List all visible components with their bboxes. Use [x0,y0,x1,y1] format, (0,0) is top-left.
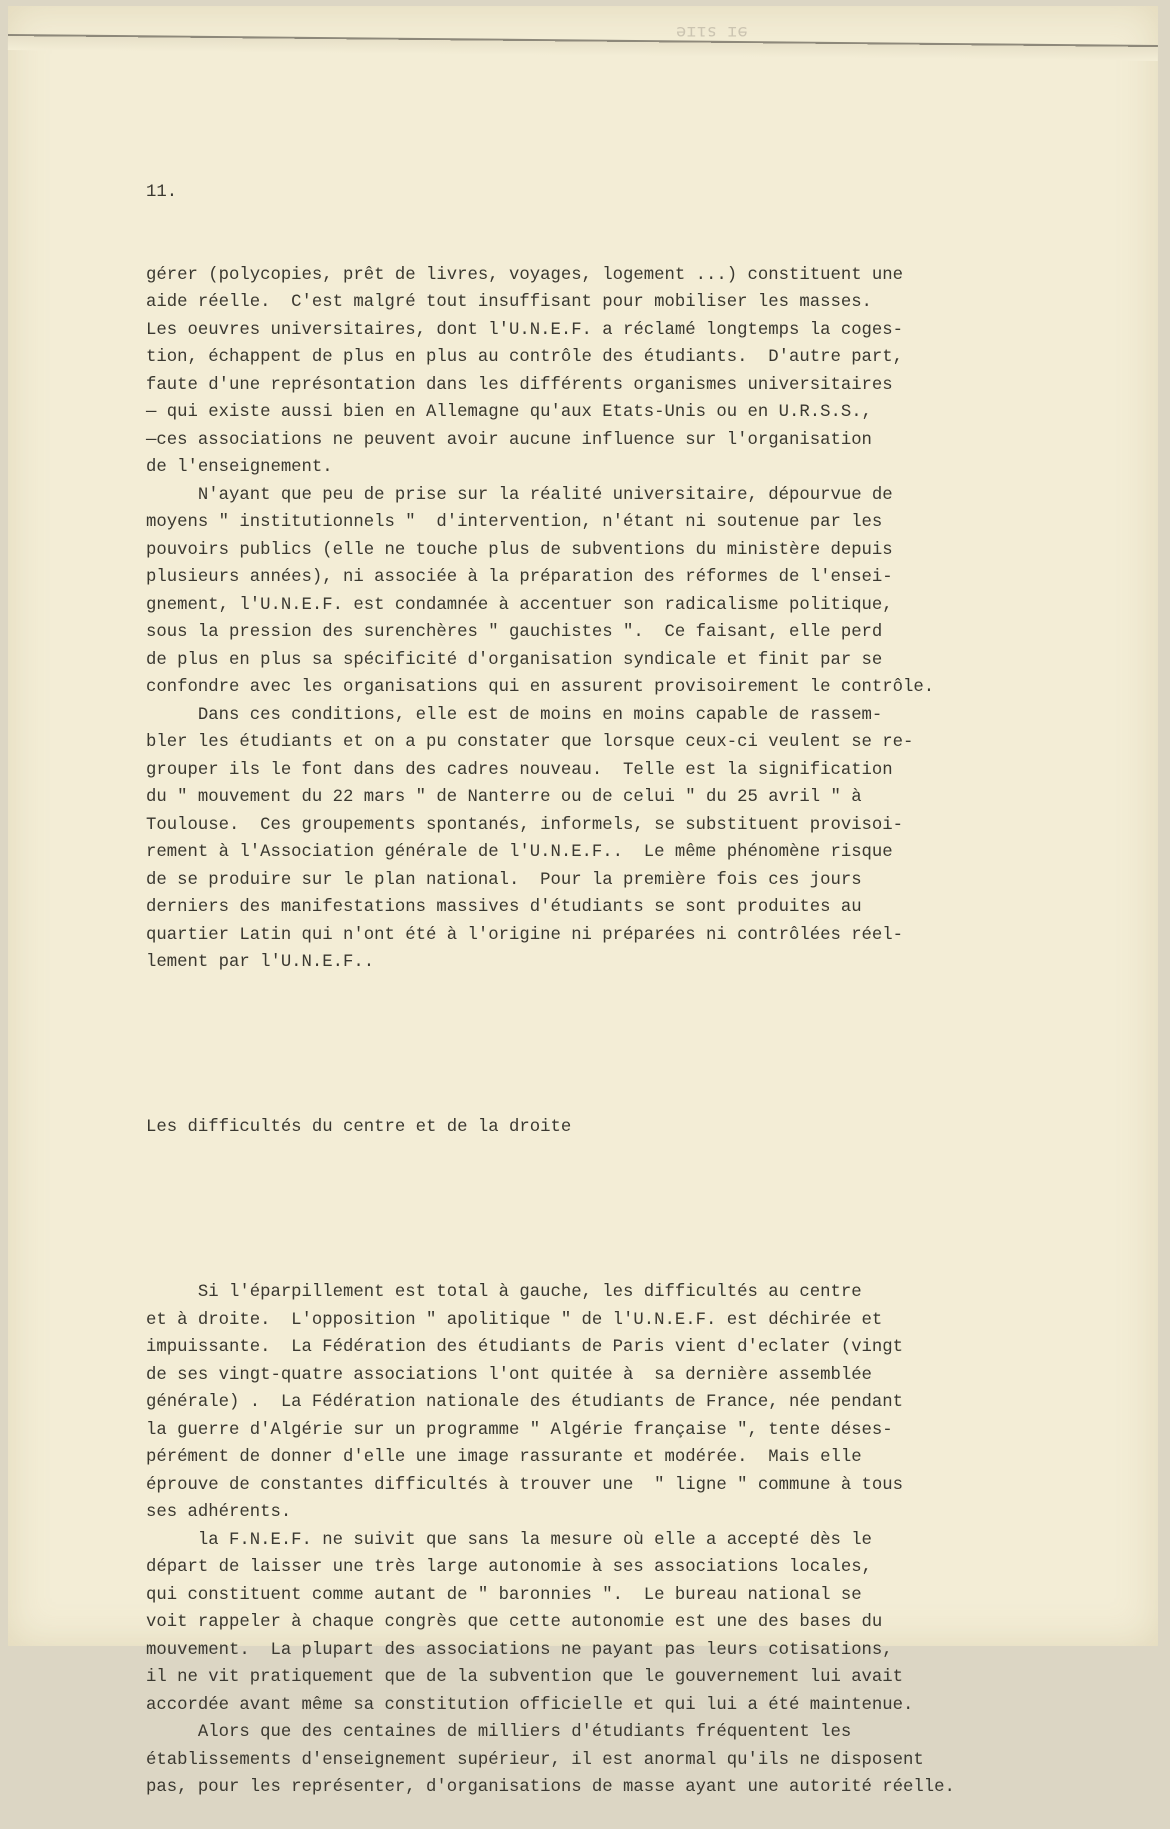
text-line: grouper ils le font dans des cadres nouveau. Telle est la signification [146,760,893,780]
text-line: la guerre d'Algérie sur un programme " Algérie française ", tente déses- [146,1420,893,1440]
text-line: accordée avant même sa constitution officielle et qui lui a été maintenue. [146,1695,914,1715]
text-line: qui constituent comme autant de " baronnies ". Le bureau national se [146,1585,862,1605]
bleed-through-text: ɘɪ sıɪe [676,22,748,42]
text-line: de plus en plus sa spécificité d'organisation syndicale et finit par se [146,650,883,670]
section-heading: Les difficultés du centre et de la droite [146,1118,572,1137]
typed-text [146,124,1026,1829]
text-line: il ne vit pratiquement que de la subvention que le gouvernement lui avait [146,1668,904,1687]
text-line: pouvoirs publics (elle ne touche plus de subventions du ministère depuis [146,540,893,560]
section-2 [146,1279,1026,1802]
text-line: départ de laisser une très large autonomie à ses associations locales, [146,1558,872,1577]
text-line: confondre avec les organisations qui en assurent provisoirement le contrôle. [146,678,935,697]
text-line: ses adhérents. [146,1503,292,1522]
text-line: gérer (polycopies, prêt de livres, voyages, logement ...) constituent une [146,265,904,285]
text-line: faute d'une représontation dans les différents organismes universitaires [146,375,893,395]
text-line: aide réelle. C'est malgré tout insuffisant pour mobiliser les masses. [146,293,872,312]
text-line: Les oeuvres universitaires, dont l'U.N.E.F. a réclamé longtemps la coges- [146,320,904,340]
text-line: Toulouse. Ces groupements spontanés, informels, se substituent provisoi- [146,815,904,835]
text-line: derniers des manifestations massives d'étudiants se sont produites au [146,898,862,917]
text-line: impuissante. La Fédération des étudiants de Paris vient d'eclater (vingt [146,1338,904,1357]
text-line: —ces associations ne peuvent avoir aucune influence sur l'organisation [146,430,872,450]
text-line: et à droite. L'opposition " apolitique " de l'U.N.E.F. est déchirée et [146,1310,883,1330]
page-number: 11. [146,183,178,202]
section-1 [146,262,1026,977]
text-line: quartier Latin qui n'ont été à l'origine ni préparées ni contrôlées réel- [146,925,904,945]
text-line: moyens " institutionnels " d'intervention, n'étant ni soutenue par les [146,513,883,532]
text-line: éprouve de constantes difficultés à trouver une " ligne " commune à tous [146,1475,904,1495]
text-line: sous la pression des surenchères " gauchistes ". Ce faisant, elle perd [146,623,883,642]
text-line: de ses vingt-quatre associations l'ont quitée à sa dernière assemblée [146,1365,872,1385]
text-line: Dans ces conditions, elle est de moins en moins capable de rassem- [146,705,883,725]
text-line: pérément de donner d'elle une image rassurante et modérée. Mais elle [146,1448,862,1467]
text-line: plusieurs années), ni associée à la préparation des réformes de l'ensei- [146,568,893,587]
text-line: la F.N.E.F. ne suivit que sans la mesure où elle a accepté dès le [146,1530,872,1550]
text-line: pas, pour les représenter, d'organisations de masse ayant une autorité réelle. [146,1778,955,1797]
text-line: générale) . La Fédération nationale des étudiants de France, née pendant [146,1393,904,1412]
text-line: du " mouvement du 22 mars " de Nanterre ou de celui " du 25 avril " à [146,788,862,807]
text-line: — qui existe aussi bien en Allemagne qu'aux Etats-Unis ou en U.R.S.S., [146,403,872,422]
text-line: Alors que des centaines de milliers d'étudiants fréquentent les [146,1723,852,1742]
text-line: voit rappeler à chaque congrès que cette autonomie est une des bases du [146,1613,883,1632]
text-line: N'ayant que peu de prise sur la réalité universitaire, dépourvue de [146,485,893,505]
text-line: de se produire sur le plan national. Pour la première fois ces jours [146,870,862,890]
text-line: mouvement. La plupart des associations ne payant pas leurs cotisations, [146,1640,893,1660]
text-line: établissements d'enseignement supérieur, il est anormal qu'ils ne disposent [146,1750,924,1770]
text-line: de l'enseignement. [146,458,333,477]
text-line: tion, échappent de plus en plus au contrôle des étudiants. D'autre part, [146,348,904,367]
text-line: bler les étudiants et on a pu constater que lorsque ceux-ci veulent se re- [146,733,914,752]
text-line: Si l'éparpillement est total à gauche, les difficultés au centre [146,1283,862,1302]
paper-fold [8,34,1158,61]
text-line: lement par l'U.N.E.F.. [146,953,375,972]
text-line: rement à l'Association générale de l'U.N.E.F.. Le même phénomène risque [146,843,893,862]
text-line: gnement, l'U.N.E.F. est condamnée à accentuer son radicalisme politique, [146,595,893,615]
